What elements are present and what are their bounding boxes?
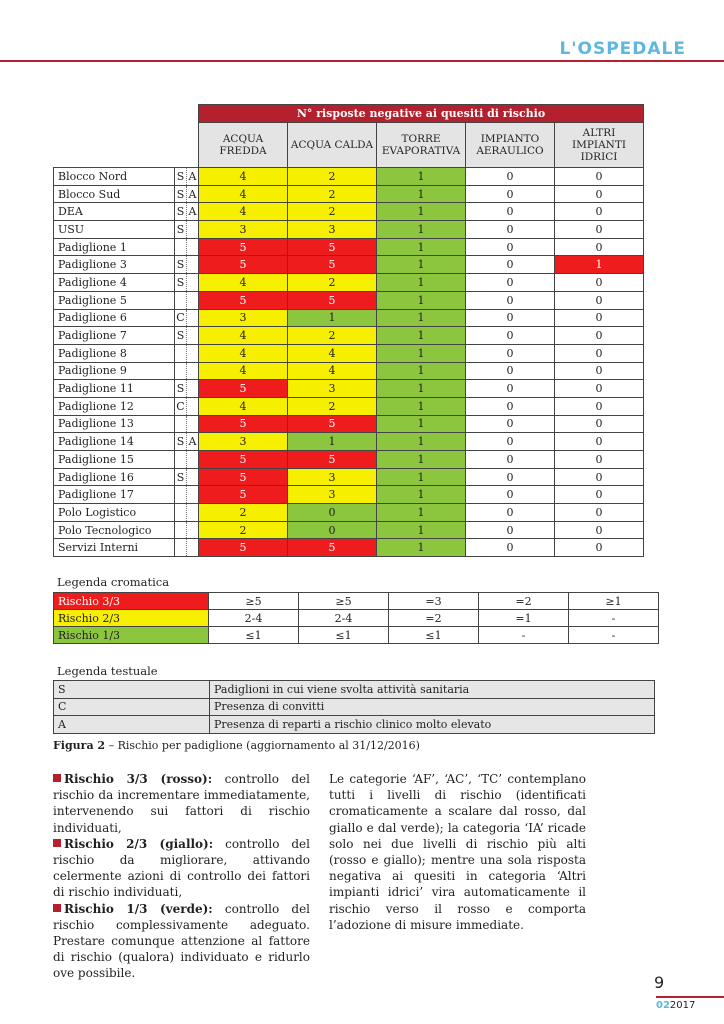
risk-cell: 2 [199,521,288,539]
risk-cell: 1 [377,203,466,221]
row-name: Padiglione 5 [54,291,175,309]
risk-cell: 0 [555,468,644,486]
risk-cell: 1 [377,380,466,398]
legend-threshold: ≤1 [209,627,299,644]
legend-threshold: ≤1 [299,627,389,644]
risk-cell: 0 [555,539,644,557]
risk-cell: 0 [466,203,555,221]
risk-cell: 0 [555,486,644,504]
risk-cell: 1 [377,451,466,469]
risk-cell: 1 [377,344,466,362]
risk-cell: 0 [466,521,555,539]
row-flag-a: A [187,203,199,221]
row-flag-s: S [175,221,187,239]
issue-year: 2017 [669,1000,696,1011]
risk-cell: 3 [199,433,288,451]
legend-threshold: ≥5 [299,593,389,610]
row-flag-s: S [175,433,187,451]
row-name: Padiglione 13 [54,415,175,433]
column-header: IMPIANTO AERAULICO [466,123,555,168]
table-row [54,185,644,203]
risk-cell: 1 [377,397,466,415]
column-header: ACQUA FREDDA [199,123,288,168]
text-legend-label: Legenda testuale [57,664,158,678]
legend-threshold: ≥5 [209,593,299,610]
legend-risk-level: Rischio 3/3 [54,593,209,610]
row-flag-a [187,274,199,292]
risk-cell: 0 [555,521,644,539]
body-paragraph: Le categorie ‘AF’, ‘AC’, ‘TC’ contemplano tutti i livelli di rischio (identificati cromaticamente a scalare dal rosso, dal giallo e dal verde); la categoria ‘IA’ ricade solo nei due livelli di rischio più alti (rosso e giallo); mentre una sola risposta negativa ai quesiti in categoria ‘Altri impianti idrici’ vira automaticamente il rischio verso il rosso e comporta l’adozione di misure immediate. [329,772,586,932]
legend-row [54,716,655,734]
row-name: Padiglione 1 [54,238,175,256]
risk-table [53,104,644,557]
risk-table-title: N° risposte negative ai quesiti di rischio [199,105,644,123]
risk-cell: 3 [288,468,377,486]
table-row [54,451,644,469]
row-name: Padiglione 3 [54,256,175,274]
row-flag-a [187,362,199,380]
risk-cell: 1 [377,327,466,345]
table-row [54,291,644,309]
row-flag-a [187,486,199,504]
risk-cell: 1 [377,468,466,486]
legend-row [54,627,659,644]
bullet-text: controllo del rischio da incrementare immediatamente, intervenendo sui fattori di rischio individuati, [53,772,310,835]
row-name: Padiglione 4 [54,274,175,292]
row-flag-a [187,468,199,486]
row-flag-s [175,238,187,256]
risk-cell: 1 [288,433,377,451]
row-flag-a [187,344,199,362]
row-name: Polo Tecnologico [54,521,175,539]
risk-cell: 0 [466,168,555,186]
risk-cell: 0 [288,504,377,522]
risk-cell: 2 [288,168,377,186]
column-header: TORRE EVAPORATIVA [377,123,466,168]
risk-cell: 1 [377,433,466,451]
risk-cell: 0 [555,433,644,451]
risk-cell: 1 [377,539,466,557]
legend-threshold: ≥1 [569,593,659,610]
legend-code: S [54,681,210,699]
figure-caption [53,739,420,752]
row-name: Padiglione 14 [54,433,175,451]
risk-cell: 1 [377,362,466,380]
table-row [54,203,644,221]
row-flag-s: S [175,168,187,186]
legend-row [54,610,659,627]
row-flag-s: S [175,468,187,486]
risk-cell: 5 [199,539,288,557]
row-flag-a [187,539,199,557]
row-name: Padiglione 9 [54,362,175,380]
row-flag-s: S [175,256,187,274]
risk-cell: 4 [288,344,377,362]
risk-cell: 0 [555,380,644,398]
table-row [54,344,644,362]
risk-cell: 0 [466,415,555,433]
row-name: Padiglione 8 [54,344,175,362]
risk-cell: 0 [555,309,644,327]
risk-cell: 0 [466,221,555,239]
legend-risk-level: Rischio 2/3 [54,610,209,627]
table-row [54,274,644,292]
row-flag-a [187,504,199,522]
row-flag-s [175,291,187,309]
risk-cell: 1 [377,504,466,522]
risk-cell: 4 [199,168,288,186]
bullet-heading: Rischio 1/3 (verde): [64,901,213,916]
row-flag-a [187,380,199,398]
risk-cell: 2 [288,185,377,203]
risk-cell: 1 [377,168,466,186]
risk-cell: 0 [555,203,644,221]
row-name: USU [54,221,175,239]
risk-cell: 0 [555,291,644,309]
legend-row [54,681,655,699]
risk-cell: 4 [199,327,288,345]
risk-cell: 5 [199,256,288,274]
risk-cell: 0 [466,504,555,522]
row-name: Padiglione 7 [54,327,175,345]
risk-cell: 5 [199,238,288,256]
risk-cell: 0 [466,256,555,274]
table-row [54,380,644,398]
row-flag-a [187,221,199,239]
row-flag-s [175,521,187,539]
risk-cell: 3 [199,221,288,239]
risk-cell: 5 [199,468,288,486]
legend-description: Presenza di convitti [210,698,655,716]
row-name: Padiglione 15 [54,451,175,469]
risk-cell: 1 [377,521,466,539]
figure-label: Figura 2 [53,739,106,752]
risk-cell: 0 [555,327,644,345]
risk-cell: 0 [466,344,555,362]
legend-threshold: ≤1 [389,627,479,644]
table-row [54,221,644,239]
risk-cell: 0 [555,415,644,433]
risk-cell: 0 [555,397,644,415]
risk-cell: 0 [555,221,644,239]
row-flag-s: S [175,274,187,292]
row-flag-s [175,504,187,522]
row-name: Blocco Nord [54,168,175,186]
issue-number: 02 [656,1000,670,1011]
risk-cell: 5 [288,291,377,309]
row-flag-a [187,397,199,415]
legend-threshold: 2-4 [299,610,389,627]
row-flag-s [175,415,187,433]
row-flag-a [187,451,199,469]
row-flag-s: S [175,327,187,345]
risk-cell: 5 [288,256,377,274]
risk-cell: 0 [466,397,555,415]
risk-cell: 1 [377,274,466,292]
table-row [54,504,644,522]
row-flag-a [187,256,199,274]
legend-description: Presenza di reparti a rischio clinico molto elevato [210,716,655,734]
figure-caption-text: – Rischio per padiglione (aggiornamento al 31/12/2016) [105,739,420,752]
footer-rule [656,996,724,998]
bullet-square-icon [53,904,61,912]
body-left-column [53,771,310,982]
risk-cell: 5 [199,380,288,398]
legend-description: Padiglioni in cui viene svolta attività sanitaria [210,681,655,699]
header-rule [0,60,724,62]
risk-cell: 0 [466,362,555,380]
risk-cell: 4 [199,362,288,380]
column-header: ALTRI IMPIANTI IDRICI [555,123,644,168]
row-flag-a: A [187,168,199,186]
row-name: Polo Logistico [54,504,175,522]
text-legend-table [53,680,655,734]
risk-cell: 1 [377,238,466,256]
row-flag-s [175,344,187,362]
table-row [54,415,644,433]
risk-cell: 0 [555,168,644,186]
legend-code: C [54,698,210,716]
risk-cell: 1 [555,256,644,274]
legend-row [54,698,655,716]
body-right-column [329,771,586,933]
table-row [54,397,644,415]
row-flag-s [175,539,187,557]
risk-cell: 1 [377,309,466,327]
column-header: ACQUA CALDA [288,123,377,168]
risk-cell: 0 [555,185,644,203]
risk-cell: 0 [466,274,555,292]
bullet-heading: Rischio 3/3 (rosso): [64,772,213,786]
risk-cell: 1 [377,415,466,433]
risk-cell: 5 [199,291,288,309]
risk-cell: 5 [199,486,288,504]
table-row [54,327,644,345]
table-row [54,486,644,504]
risk-cell: 2 [288,274,377,292]
legend-code: A [54,716,210,734]
risk-cell: 2 [288,397,377,415]
risk-cell: 4 [199,203,288,221]
risk-cell: 0 [555,238,644,256]
legend-row [54,593,659,610]
bullet-paragraph [53,836,310,901]
legend-threshold: - [569,627,659,644]
row-flag-s [175,486,187,504]
risk-cell: 0 [466,185,555,203]
risk-cell: 4 [199,185,288,203]
row-flag-s: S [175,380,187,398]
row-flag-a [187,291,199,309]
table-row [54,433,644,451]
table-row [54,238,644,256]
risk-cell: 4 [199,397,288,415]
risk-cell: 5 [199,415,288,433]
row-flag-a [187,521,199,539]
risk-cell: 0 [466,238,555,256]
table-row [54,168,644,186]
risk-cell: 1 [377,221,466,239]
table-row [54,468,644,486]
row-name: DEA [54,203,175,221]
risk-cell: 1 [377,291,466,309]
row-flag-a: A [187,433,199,451]
magazine-logo: L'OSPEDALE [559,39,686,59]
risk-cell: 1 [377,486,466,504]
legend-risk-level: Rischio 1/3 [54,627,209,644]
risk-cell: 0 [555,504,644,522]
risk-cell: 0 [288,521,377,539]
issue-label [656,1000,695,1011]
row-flag-a [187,415,199,433]
risk-cell: 1 [377,185,466,203]
color-legend-table [53,592,659,644]
risk-cell: 3 [288,221,377,239]
risk-cell: 0 [555,344,644,362]
legend-threshold: =2 [389,610,479,627]
row-name: Padiglione 16 [54,468,175,486]
risk-cell: 5 [288,415,377,433]
row-name: Padiglione 6 [54,309,175,327]
risk-cell: 0 [466,451,555,469]
row-flag-a [187,327,199,345]
row-name: Padiglione 17 [54,486,175,504]
legend-threshold: - [479,627,569,644]
bullet-square-icon [53,774,61,782]
legend-threshold: =3 [389,593,479,610]
row-flag-s [175,451,187,469]
table-row [54,309,644,327]
legend-threshold: =1 [479,610,569,627]
bullet-text: controllo del rischio complessivamente adeguato. Prestare comunque attenzione al fattore di rischio (qualora) individuato e ridurlo ove possibile. [53,901,311,981]
risk-cell: 2 [288,203,377,221]
color-legend-label: Legenda cromatica [57,575,170,589]
risk-cell: 0 [466,433,555,451]
row-flag-a: A [187,185,199,203]
risk-cell: 2 [288,327,377,345]
bullet-heading: Rischio 2/3 (giallo): [64,836,214,851]
row-name: Blocco Sud [54,185,175,203]
row-flag-a [187,309,199,327]
bullet-paragraph [53,771,310,836]
risk-cell: 1 [377,256,466,274]
risk-cell: 0 [466,539,555,557]
risk-cell: 0 [466,327,555,345]
risk-cell: 5 [288,539,377,557]
row-flag-s: C [175,397,187,415]
risk-cell: 5 [199,451,288,469]
row-flag-s: S [175,203,187,221]
risk-cell: 2 [199,504,288,522]
risk-cell: 0 [466,380,555,398]
risk-cell: 1 [288,309,377,327]
row-flag-s: C [175,309,187,327]
bullet-paragraph [53,901,310,982]
row-name: Padiglione 11 [54,380,175,398]
legend-threshold: - [569,610,659,627]
risk-cell: 5 [288,238,377,256]
risk-cell: 0 [466,468,555,486]
risk-cell: 3 [288,486,377,504]
table-row [54,362,644,380]
row-flag-s: S [175,185,187,203]
risk-cell: 5 [288,451,377,469]
row-flag-s [175,362,187,380]
risk-cell: 3 [199,309,288,327]
page-number: 9 [654,973,665,992]
risk-cell: 0 [466,309,555,327]
table-row [54,256,644,274]
legend-threshold: =2 [479,593,569,610]
row-name: Servizi Interni [54,539,175,557]
bullet-square-icon [53,839,61,847]
risk-cell: 0 [555,362,644,380]
legend-threshold: 2-4 [209,610,299,627]
table-row [54,521,644,539]
risk-cell: 4 [288,362,377,380]
bullet-text: controllo del rischio da migliorare, attivando celermente azioni di controllo dei fattori di rischio individuati, [53,836,310,900]
risk-cell: 3 [288,380,377,398]
row-name: Padiglione 12 [54,397,175,415]
risk-cell: 0 [555,274,644,292]
risk-cell: 4 [199,274,288,292]
risk-cell: 0 [555,451,644,469]
risk-cell: 0 [466,486,555,504]
risk-cell: 4 [199,344,288,362]
table-row [54,539,644,557]
risk-cell: 0 [466,291,555,309]
row-flag-a [187,238,199,256]
